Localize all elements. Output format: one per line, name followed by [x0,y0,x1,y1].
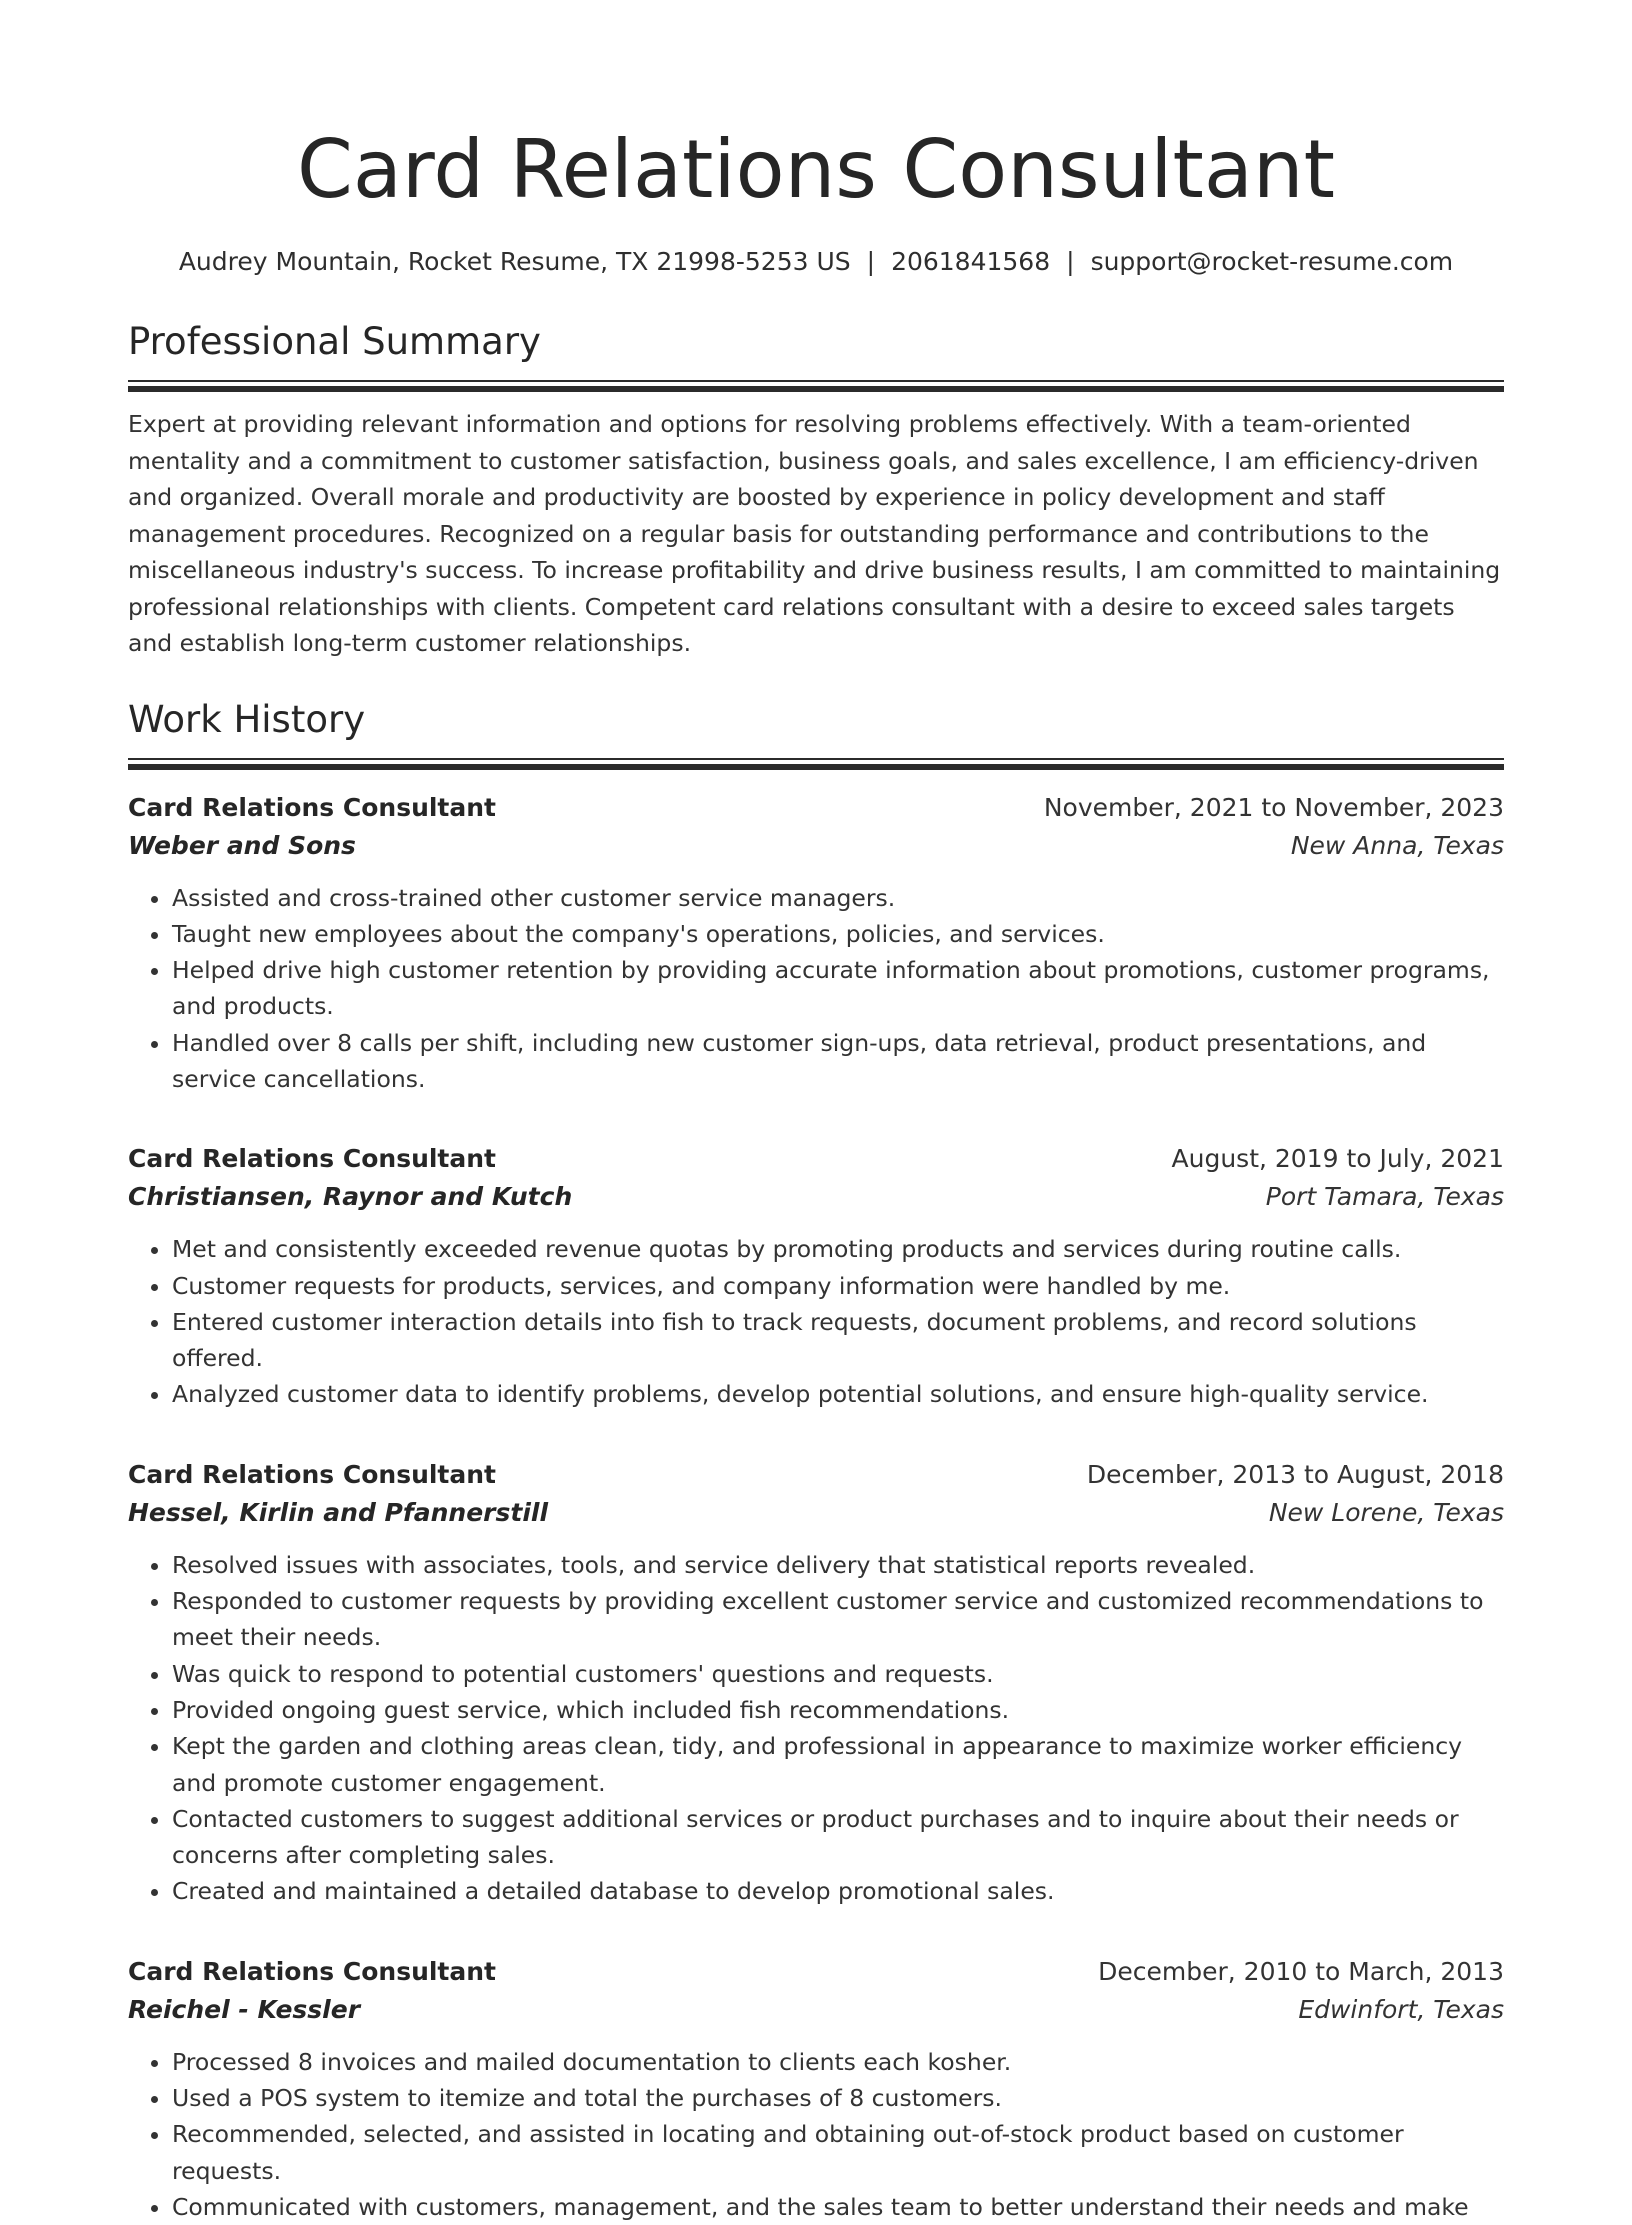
job-list [128,790,1504,2225]
job-bullet: • Recommended, selected, and assisted in locating and obtaining out-of-stock product based on customer requests. [172,2116,1504,2189]
contact-phone: 2061841568 [891,247,1050,276]
section-heading: Professional Summary [128,318,1504,366]
job-company: Hessel, Kirlin and Pfannerstill [128,1493,548,1533]
job-company: Reichel - Kessler [128,1990,360,2030]
professional-summary-section [128,318,1504,662]
job-entry [128,1954,1504,2225]
job-bullet-list [128,1231,1504,1412]
job-location: Port Tamara, Texas [1266,1177,1504,1217]
job-dates: August, 2019 to July, 2021 [1172,1141,1504,1177]
section-heading: Work History [128,696,1504,744]
contact-address: Audrey Mountain, Rocket Resume, TX 21998-5253 US [179,247,851,276]
job-location: Edwinfort, Texas [1298,1990,1504,2030]
contact-separator: | [1050,246,1090,278]
resume-title: Card Relations Consultant [128,0,1504,222]
job-bullet: • Helped drive high customer retention by providing accurate information about promotions, customer programs, and products. [172,952,1504,1025]
contact-separator: | [851,246,891,278]
job-bullet: • Created and maintained a detailed database to develop promotional sales. [172,1873,1504,1909]
job-bullet: • Contacted customers to suggest additional services or product purchases and to inquire about their needs or concerns after completing sales. [172,1801,1504,1874]
job-company-row [128,1990,1504,2030]
job-dates: November, 2021 to November, 2023 [1044,790,1504,826]
job-bullet-list [128,1547,1504,1910]
job-bullet: • Kept the garden and clothing areas clean, tidy, and professional in appearance to maximize worker efficiency and promote customer engagement. [172,1728,1504,1801]
job-bullet-list [128,2044,1504,2225]
job-title: Card Relations Consultant [128,1457,496,1493]
job-header-row [128,1457,1504,1493]
job-title: Card Relations Consultant [128,1954,496,1990]
summary-text: Expert at providing relevant information and options for resolving problems effectively. With a team-oriented mentality and a commitment to customer satisfaction, business goals, and sales excellence, I am efficiency-driven and organized. Overall morale and productivity are boosted by experience in policy development and staff management procedures. Recognized on a regular basis for outstanding performance and contributions to the miscellaneous industry's success. To increase profitability and drive business results, I am committed to maintaining professional relationships with clients. Competent card relations consultant with a desire to exceed sales targets and establish long-term customer relationships. [128,406,1504,662]
job-company: Christiansen, Raynor and Kutch [128,1177,572,1217]
section-divider [128,380,1504,392]
job-header-row [128,1954,1504,1990]
job-bullet: • Used a POS system to itemize and total the purchases of 8 customers. [172,2080,1504,2116]
job-bullet: • Resolved issues with associates, tools, and service delivery that statistical reports revealed. [172,1547,1504,1583]
job-bullet: • Taught new employees about the company's operations, policies, and services. [172,916,1504,952]
job-bullet: • Responded to customer requests by providing excellent customer service and customized recommendations to meet their needs. [172,1583,1504,1656]
job-bullet: • Assisted and cross-trained other customer service managers. [172,880,1504,916]
job-company-row [128,1493,1504,1533]
job-title: Card Relations Consultant [128,790,496,826]
contact-line [128,246,1504,278]
resume-page [128,0,1504,2225]
job-dates: December, 2013 to August, 2018 [1087,1457,1504,1493]
job-dates: December, 2010 to March, 2013 [1098,1954,1504,1990]
job-bullet: • Customer requests for products, services, and company information were handled by me. [172,1268,1504,1304]
job-entry [128,790,1504,1098]
job-bullet: • Entered customer interaction details into fish to track requests, document problems, and record solutions offered. [172,1304,1504,1377]
job-bullet: • Provided ongoing guest service, which included fish recommendations. [172,1692,1504,1728]
job-location: New Lorene, Texas [1269,1493,1504,1533]
contact-email: support@rocket-resume.com [1091,247,1454,276]
job-bullet: • Was quick to respond to potential customers' questions and requests. [172,1656,1504,1692]
job-bullet: • Analyzed customer data to identify problems, develop potential solutions, and ensure high-quality service. [172,1376,1504,1412]
job-bullet: • Processed 8 invoices and mailed documentation to clients each kosher. [172,2044,1504,2080]
job-bullet: • Met and consistently exceeded revenue quotas by promoting products and services during routine calls. [172,1231,1504,1267]
job-bullet-list [128,880,1504,1098]
work-history-section [128,696,1504,2225]
job-bullet: • Communicated with customers, management, and the sales team to better understand their needs and make [172,2189,1504,2225]
job-entry [128,1457,1504,1910]
job-bullet: • Handled over 8 calls per shift, including new customer sign-ups, data retrieval, product presentations, and service cancellations. [172,1025,1504,1098]
job-header-row [128,1141,1504,1177]
job-company-row [128,1177,1504,1217]
job-company-row [128,826,1504,866]
job-location: New Anna, Texas [1291,826,1504,866]
job-company: Weber and Sons [128,826,356,866]
section-divider [128,758,1504,770]
job-header-row [128,790,1504,826]
job-title: Card Relations Consultant [128,1141,496,1177]
job-entry [128,1141,1504,1412]
